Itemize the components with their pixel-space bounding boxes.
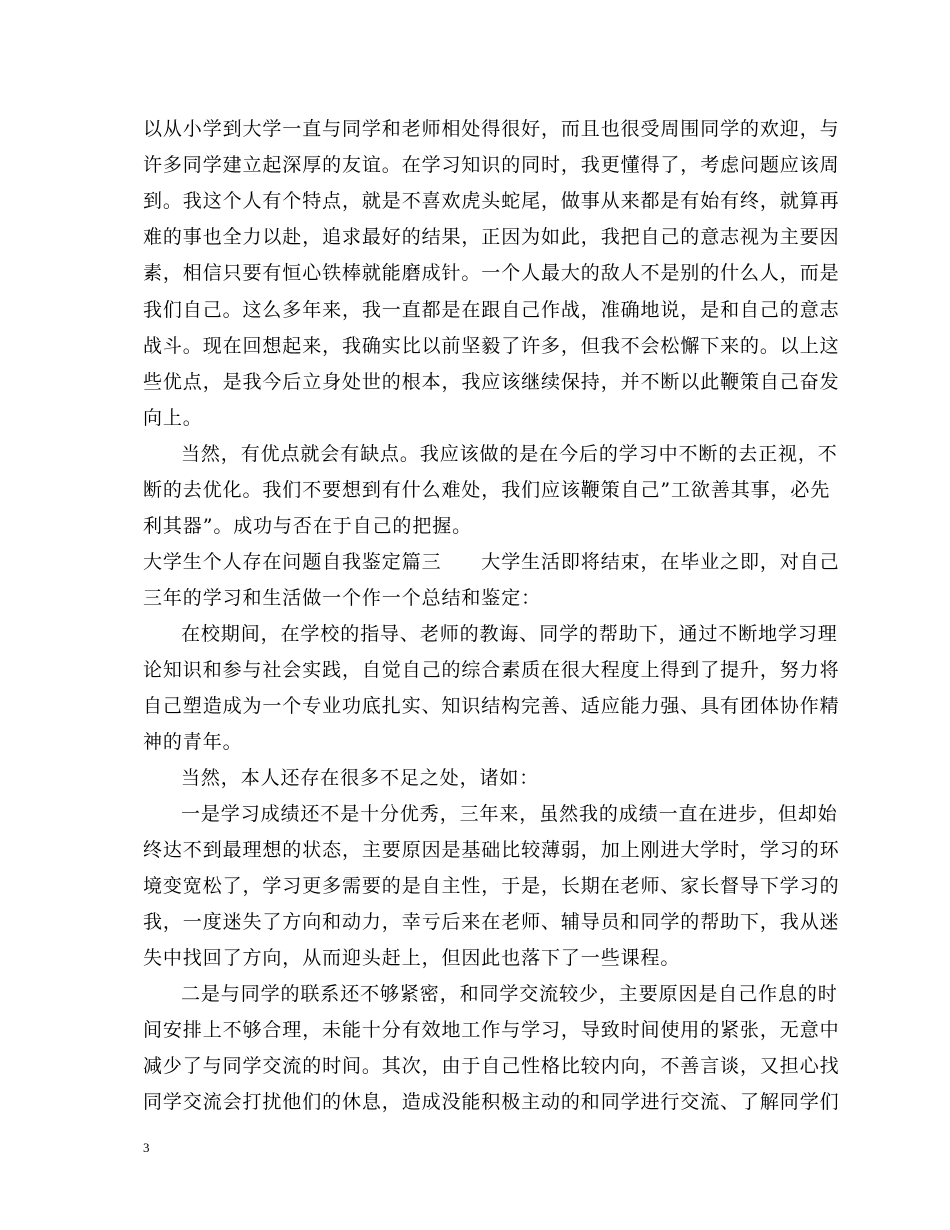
text-line: 减少了与同学交流的时间。其次，由于自己性格比较内向，不善言谈，又担心找 xyxy=(143,1055,840,1077)
text-line: 在校期间，在学校的指导、老师的教诲、同学的帮助下，通过不断地学习理 xyxy=(181,623,838,645)
text-line: 我们自己。这么多年来，我一直都是在跟自己作战，准确地说，是和自己的意志 xyxy=(143,299,840,321)
text-line: 终达不到最理想的状态，主要原因是基础比较薄弱，加上刚进大学时，学习的环 xyxy=(143,839,840,861)
text-line: 论知识和参与社会实践，自觉自己的综合素质在很大程度上得到了提升，努力将 xyxy=(143,659,840,681)
text-line: 间安排上不够合理，未能十分有效地工作与学习，导致时间使用的紧张，无意中 xyxy=(143,1019,840,1041)
text-line: 当然，有优点就会有缺点。我应该做的是在今后的学习中不断的去正视，不 xyxy=(181,443,838,465)
text-line: 许多同学建立起深厚的友谊。在学习知识的同时，我更懂得了，考虑问题应该周 xyxy=(143,154,840,176)
text-line: 一是学习成绩还不是十分优秀，三年来，虽然我的成绩一直在进步，但却始 xyxy=(181,803,838,825)
text-line: 境变宽松了，学习更多需要的是自主性，于是，长期在老师、家长督导下学习的 xyxy=(143,875,840,897)
text-line: 自己塑造成为一个专业功底扎实、知识结构完善、适应能力强、具有团体协作精 xyxy=(143,695,840,717)
section-heading-line: 大学生个人存在问题自我鉴定篇三 大学生活即将结束，在毕业之即，对自己 xyxy=(143,551,840,573)
page-number: 3 xyxy=(143,1140,150,1155)
text-line: 当然，本人还存在很多不足之处，诸如： xyxy=(181,767,540,789)
text-line: 以从小学到大学一直与同学和老师相处得很好，而且也很受周围同学的欢迎，与 xyxy=(143,118,840,140)
text-line: 难的事也全力以赴，追求最好的结果，正因为如此，我把自己的意志视为主要因 xyxy=(143,226,840,248)
text-line: 利其器”。成功与否在于自己的把握。 xyxy=(143,515,473,537)
text-line: 断的去优化。我们不要想到有什么难处，我们应该鞭策自己”工欲善其事，必先 xyxy=(143,479,831,501)
text-line: 到。我这个人有个特点，就是不喜欢虎头蛇尾，做事从来都是有始有终，就算再 xyxy=(143,190,840,212)
text-line: 三年的学习和生活做一个作一个总结和鉴定： xyxy=(143,587,542,609)
text-line: 同学交流会打扰他们的休息，造成没能积极主动的和同学进行交流、了解同学们 xyxy=(143,1091,840,1113)
text-line: 二是与同学的联系还不够紧密，和同学交流较少，主要原因是自己作息的时 xyxy=(181,983,838,1005)
text-line: 些优点，是我今后立身处世的根本，我应该继续保持，并不断以此鞭策自己奋发 xyxy=(143,371,840,393)
text-line: 神的青年。 xyxy=(143,731,243,753)
text-line: 向上。 xyxy=(143,407,203,429)
text-line: 素，相信只要有恒心铁棒就能磨成针。一个人最大的敌人不是别的什么人，而是 xyxy=(143,262,840,284)
text-line: 我，一度迷失了方向和动力，幸亏后来在老师、辅导员和同学的帮助下，我从迷 xyxy=(143,911,840,933)
text-line: 失中找回了方向，从而迎头赶上，但因此也落下了一些课程。 xyxy=(143,947,681,969)
text-line: 战斗。现在回想起来，我确实比以前坚毅了许多，但我不会松懈下来的。以上这 xyxy=(143,335,840,357)
